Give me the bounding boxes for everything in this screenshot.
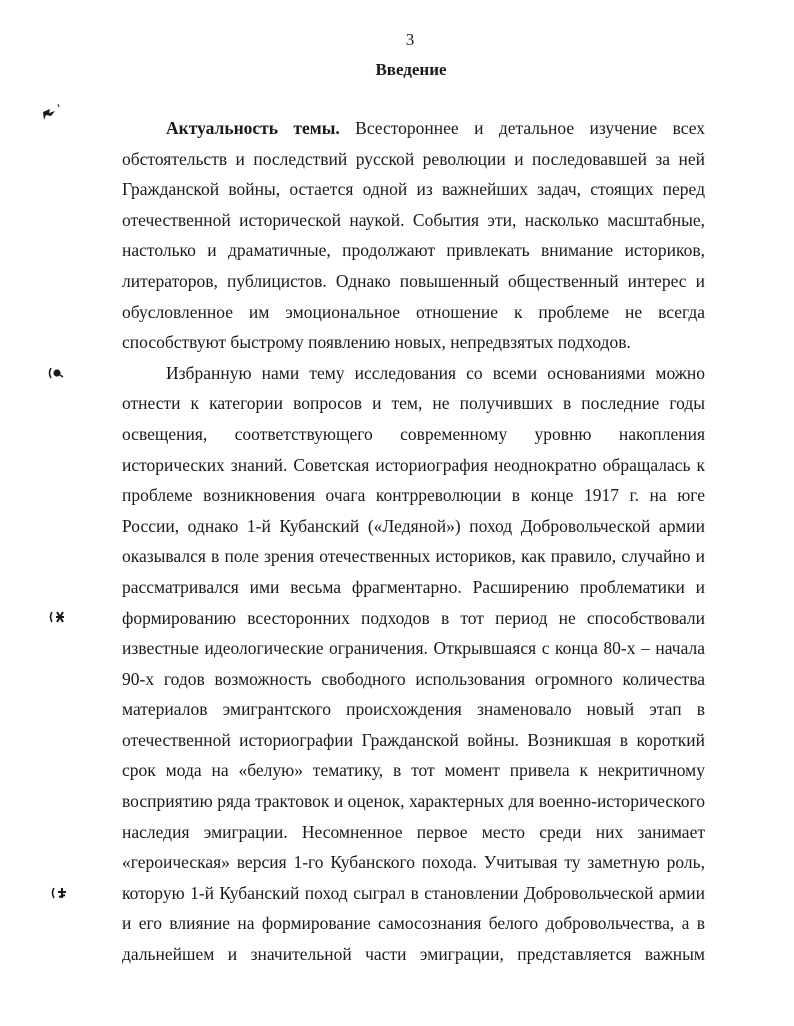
text-line: настолько и драматичные, продолжают привлекать внимание историков, [122, 240, 705, 261]
punch-mark-icon [49, 884, 71, 904]
body-text [122, 113, 705, 970]
text-line: Избранную нами тему исследования со всеми основаниями можно [166, 362, 705, 383]
text-line: которую 1-й Кубанский поход сыграл в становлении Добровольческой армии [122, 882, 705, 903]
text-line: обусловленное им эмоциональное отношение к проблеме не всегда [122, 301, 705, 322]
text-line: «героическая» версия 1-го Кубанского похода. Учитывая ту заметную роль, [122, 852, 705, 873]
text-line: дальнейшем и значительной части эмиграции, представляется важным [122, 944, 705, 965]
text-line: рассматривался ими весьма фрагментарно. Расширению проблематики и [122, 576, 705, 597]
text-line: Гражданской войны, остается одной из важнейших задач, стоящих перед [122, 179, 705, 200]
text-line: проблеме возникновения очага контрреволюции в конце 1917 г. на юге [122, 485, 705, 506]
text-line: обстоятельств и последствий русской революции и последовавшей за ней [122, 148, 705, 169]
text-line: исторических знаний. Советская историография неоднократно обращалась к [122, 454, 705, 475]
text-line: формированию всесторонних подходов в тот период не способствовали [122, 607, 705, 628]
text-line: отечественной исторической наукой. События эти, насколько масштабные, [122, 209, 705, 230]
punch-mark-icon [40, 104, 62, 124]
text-line: и его влияние на формирование самосознания белого добровольчества, а в [122, 913, 705, 934]
section-heading: Введение [375, 60, 447, 79]
text-line: восприятию ряда трактовок и оценок, характерных для военно-исторического [122, 791, 705, 812]
text-line: Актуальность темы. Всестороннее и детальное изучение всех [166, 118, 706, 138]
text-line: литераторов, публицистов. Однако повышенный общественный интерес и [122, 270, 705, 291]
lead-phrase: Актуальность темы. [166, 118, 340, 138]
text-line: оказывался в поле зрения отечественных историков, как правило, случайно и [122, 546, 705, 567]
text-line: отечественной историографии Гражданской войны. Возникшая в короткий [122, 729, 705, 750]
text-line: срок мода на «белую» тематику, в тот момент привела к некритичному [122, 760, 705, 781]
text-line: отнести к категории вопросов и тем, не получивших в последние годы [122, 393, 705, 414]
punch-mark-icon [47, 608, 69, 628]
text-line: освещения, соответствующего современному уровню накопления [122, 423, 705, 444]
text-line: известные идеологические ограничения. Открывшаяся с конца 80-х – начала [122, 638, 705, 659]
page-number: 3 [405, 30, 415, 49]
text-line: 90-х годов возможность свободного использования огромного количества [122, 668, 705, 689]
text-line: России, однако 1-й Кубанский («Ледяной») поход Добровольческой армии [122, 515, 705, 536]
text-line: способствуют быстрому появлению новых, непредвзятых подходов. [122, 332, 631, 353]
punch-mark-icon [46, 364, 68, 384]
text-line: наследия эмиграции. Несомненное первое место среди них занимает [122, 821, 705, 842]
text-line: материалов эмигрантского происхождения знаменовало новый этап в [122, 699, 705, 720]
